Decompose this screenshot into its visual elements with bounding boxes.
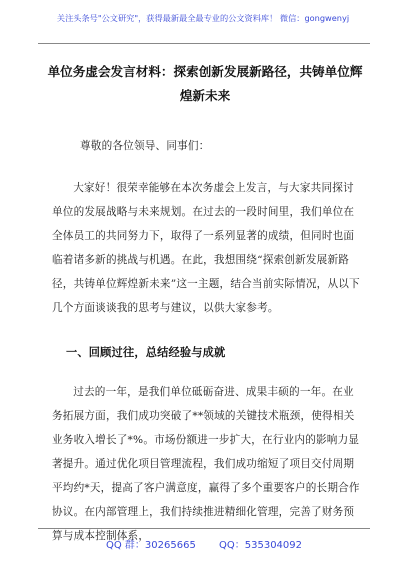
footer-qq-group: QQ 群：30265665 (105, 540, 196, 551)
paragraph-intro: 大家好！很荣幸能够在本次务虚会上发言，与大家共同探讨单位的发展战略与未来规划。在过去的一段时间里，我们单位在全体员工的共同努力下，取得了一系列显著的成绩，但同时也面临着诸多新的挑战与机遇。在此，我想围绕“探索创新发展新路径，共铸单位辉煌新未来”这一主题，结合当前实际情况，从以下几个方面谈谈我的思考与建议，以供大家参考。 (52, 182, 360, 314)
paragraph-review: 过去的一年，是我们单位砥砺奋进、成果丰硕的一年。在业务拓展方面，我们成功突破了**领域的关键技术瓶颈，使得相关业务收入增长了*%。市场份额进一步扩大，在行业内的影响力显著提升。通过优化项目管理流程，我们成功缩短了项目交付周期平均约*天，提高了客户满意度，赢得了多个重要客户的长期合作协议。在内部管理上，我们持续推进精细化管理，完善了财务预算与成本控制体系， (52, 386, 360, 542)
header-divider (38, 43, 370, 44)
footer-qq: QQ：535304092 (219, 540, 303, 551)
section-heading-1: 一、回顾过往，总结经验与成就 (66, 345, 226, 359)
salutation: 尊敬的各位领导、同事们： (80, 140, 210, 152)
footer-contact (0, 536, 408, 551)
footer-divider (38, 528, 370, 529)
header-banner: 关注头条号"公文研究"，获得最新最全最专业的公文资料库！ 微信：gongwenyj (56, 13, 350, 23)
document-title: 单位务虚会发言材料：探索创新发展新路径，共铸单位辉煌新未来 (47, 64, 363, 103)
